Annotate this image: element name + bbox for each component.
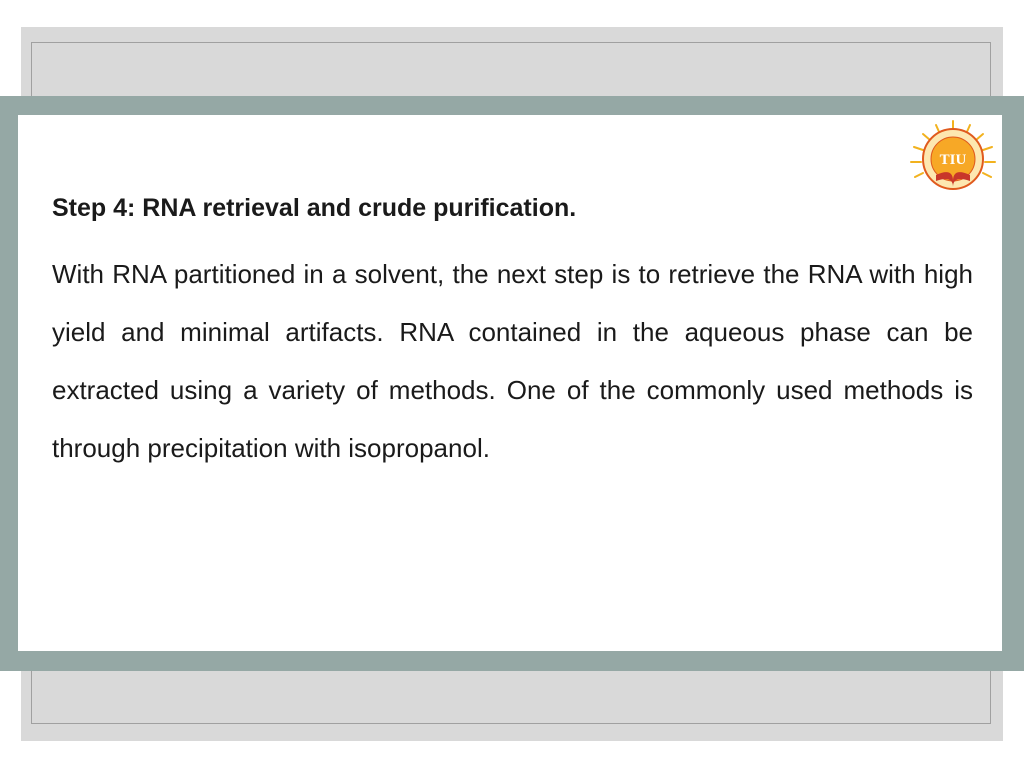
university-logo-icon — [906, 119, 1000, 197]
slide-heading: Step 4: RNA retrieval and crude purification. — [52, 194, 577, 222]
slide-body-text: With RNA partitioned in a solvent, the next step is to retrieve the RNA with high yield and minimal artifacts. RNA contained in the aqueous phase can be extracted using a variety of methods. One of the commonly used methods is through precipitation with isopropanol. — [52, 259, 973, 463]
logo-text: TIU — [939, 152, 967, 168]
